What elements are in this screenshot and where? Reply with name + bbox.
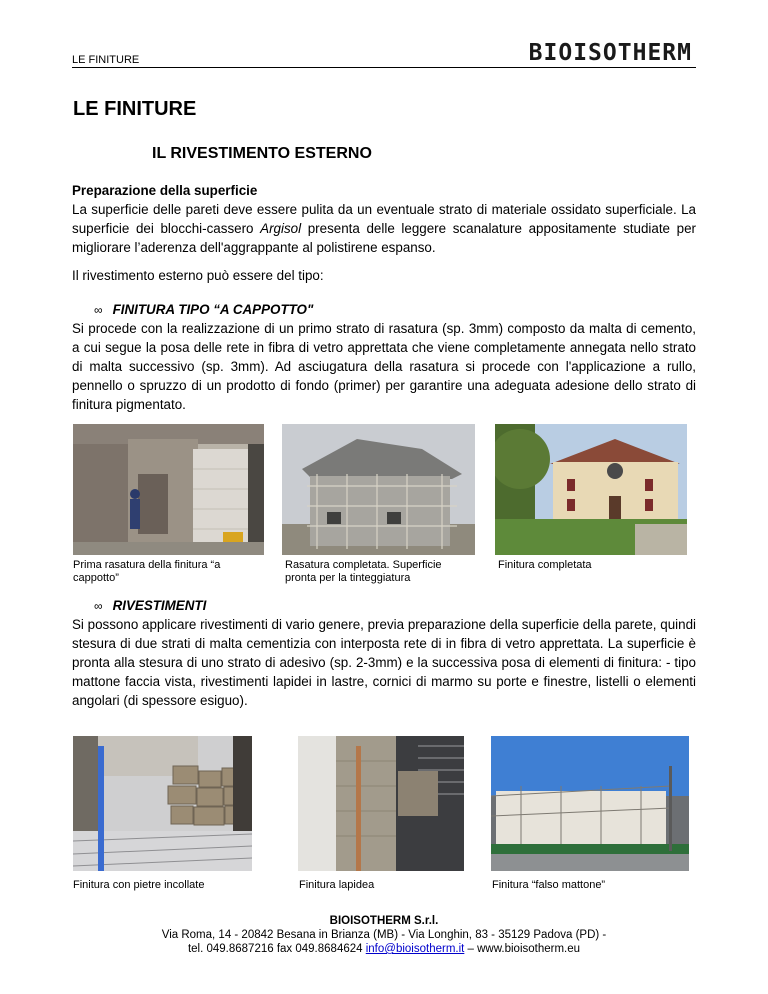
rivestimenti-heading: RIVESTIMENTI (112, 598, 207, 613)
caption-photo-4: Finitura con pietre incollate (73, 879, 205, 891)
prep-heading: Preparazione della superficie (72, 183, 258, 198)
prep-text-italic: Argisol (260, 221, 302, 236)
caption-photo-2: Rasatura completata. Superficie pronta per la tinteggiatura (285, 559, 442, 584)
caption-photo-3: Finitura completata (498, 559, 592, 571)
photo-pietre-incollate (73, 736, 252, 871)
cappotto-heading: FINITURA TIPO “A CAPPOTTO" (112, 302, 314, 317)
header-divider (72, 67, 696, 68)
prep-paragraph (72, 181, 696, 257)
caption-photo-6: Finitura “falso mattone” (492, 879, 606, 891)
footer-contacts (0, 942, 768, 956)
footer-phone-fax: tel. 049.8687216 fax 049.8684624 (187, 943, 366, 955)
rivestimenti-paragraph: Si possono applicare rivestimenti di vario genere, previa preparazione della superficie della parete, quindi stesura di due strati di malta cementizia con interposta rete di in fibra di vetro apprettata. La superficie è pronta alla stesura di uno strato di adesivo (sp. 2-3mm) e la successiva posa di elementi di finitura: - tipo mattone faccia vista, rivestimenti lapidei in lastre, cornici di marmo su porte e finestre, listelli o elementi angolari (di spessore esiguo). (72, 617, 696, 708)
photo-finitura-completata (495, 424, 687, 555)
prep-text-before: La superficie delle pareti deve essere pulita da un eventuale strato di materiale ossidato superficiale. La superficie dei blocchi-cassero (72, 202, 696, 236)
page-title: LE FINITURE (73, 98, 197, 120)
section-subtitle: IL RIVESTIMENTO ESTERNO (152, 145, 372, 162)
intro-paragraph: Il rivestimento esterno può essere del tipo: (72, 268, 324, 283)
footer-company: BIOISOTHERM S.r.l. (329, 915, 439, 927)
footer (0, 914, 768, 956)
prep-text-after: presenta delle leggere scanalature appositamente studiate per migliorare l’aderenza dell'aggrappante al polistirene espanso. (72, 221, 696, 255)
photo-falso-mattone (491, 736, 689, 871)
photo-finitura-lapidea (298, 736, 464, 871)
caption-photo-1: Prima rasatura della finitura “a cappotto” (73, 559, 221, 584)
footer-website: – www.bioisotherm.eu (464, 943, 581, 955)
bullet-rivestimenti (94, 598, 206, 613)
cappotto-paragraph: Si procede con la realizzazione di un primo strato di rasatura (sp. 3mm) composto da malta di cemento, a cui segue la posa delle rete in fibra di vetro apprettata che viene completamente annegata nello strato di malta successivo (sp. 3mm). Ad asciugatura della rasatura si procede con l'applicazione a rullo, pennello o spruzzo di un prodotto di fondo (primer) per garantire una adeguata adesione dello strato di finitura pigmentato. (72, 321, 696, 412)
bioisotherm-logo: BIOISOTHERM (528, 40, 692, 66)
photo-rasatura-completata (282, 424, 475, 555)
footer-address: Via Roma, 14 - 20842 Besana in Brianza (MB) - Via Longhin, 83 - 35129 Padova (PD) - (161, 929, 607, 941)
footer-email-link[interactable]: info@bioisotherm.it (365, 943, 465, 955)
caption-photo-5: Finitura lapidea (299, 879, 375, 891)
header-section-label: LE FINITURE (72, 54, 140, 66)
bullet-cappotto (94, 302, 313, 317)
bullet-glyph: ∞ (94, 599, 103, 613)
photo-prima-rasatura (73, 424, 264, 555)
bullet-glyph: ∞ (94, 303, 103, 317)
